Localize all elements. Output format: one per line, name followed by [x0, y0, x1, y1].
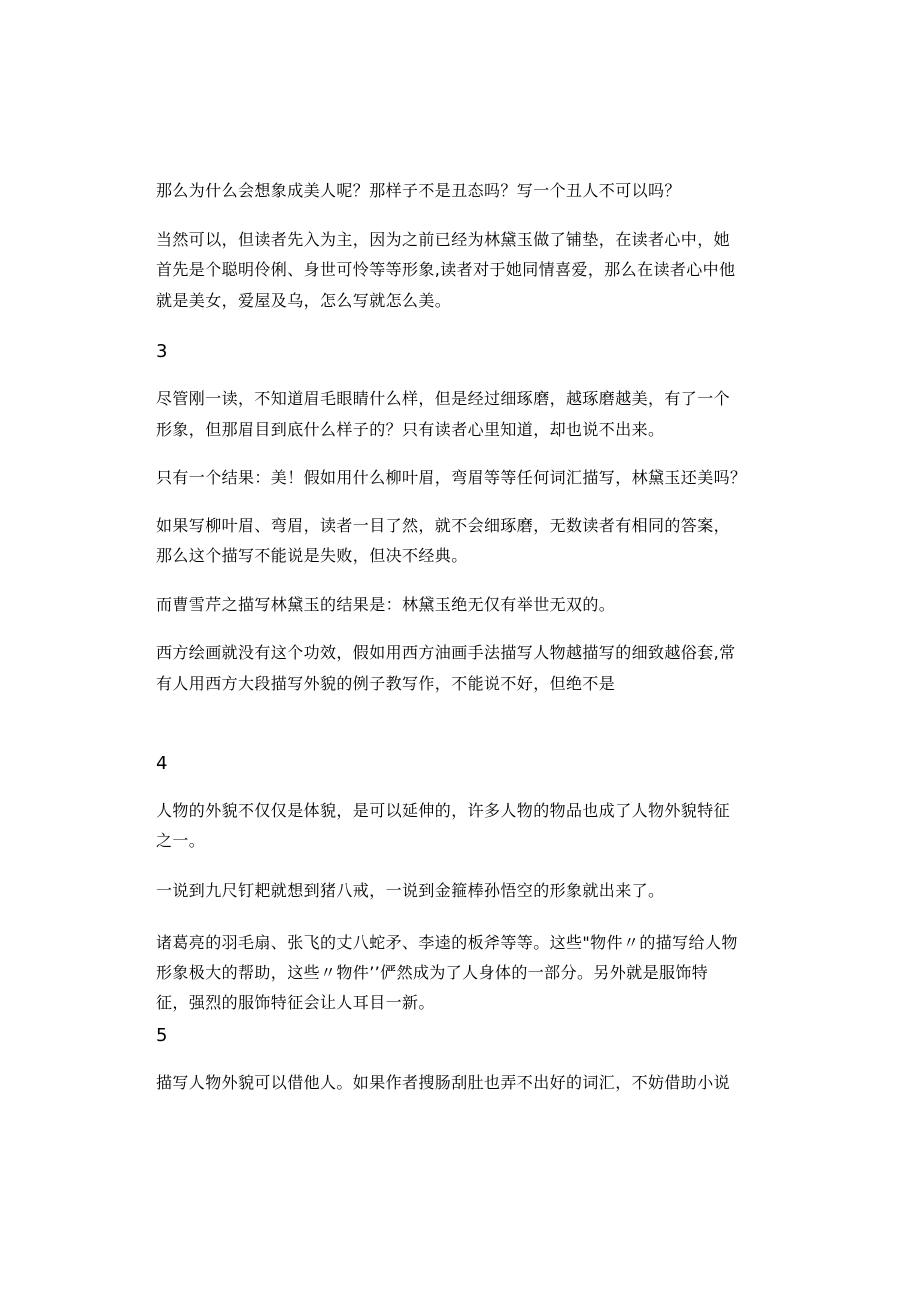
- paragraph-line: 形象极大的帮助，这些〃物件’’俨然成为了人身体的一部分。另外就是服饰特: [156, 963, 709, 982]
- paragraph-line: 当然可以，但读者先入为主，因为之前已经为林黛玉做了铺垫，在读者心中，她: [156, 230, 731, 249]
- section-number: 4: [156, 753, 168, 774]
- paragraph-line: 那么这个描写不能说是失败，但决不经典。: [156, 546, 468, 565]
- paragraph-line: 西方绘画就没有这个功效，假如用西方油画手法描写人物越描写的细致越俗套,常: [156, 643, 736, 662]
- section-number: 5: [156, 1025, 168, 1046]
- paragraph-line: 如果写柳叶眉、弯眉，读者一目了然，就不会细琢磨，无数读者有相同的答案，: [156, 516, 731, 535]
- paragraph-line: 就是美女，爱屋及乌，怎么写就怎么美。: [156, 291, 452, 310]
- paragraph-line: 而曹雪芹之描写林黛玉的结果是：林黛玉绝无仅有举世无双的。: [156, 595, 616, 614]
- paragraph-line: 只有一个结果：美！假如用什么柳叶眉，弯眉等等任何词汇描写，林黛玉还美吗？: [156, 468, 747, 487]
- paragraph-line: 征，强烈的服饰特征会让人耳目一新。: [156, 993, 435, 1012]
- paragraph-line: 那么为什么会想象成美人呢？那样子不是丑态吗？写一个丑人不可以吗？: [156, 181, 681, 200]
- paragraph-line: 描写人物外貌可以借他人。如果作者搜肠刮肚也弄不出好的词汇，不妨借助小说: [156, 1073, 731, 1092]
- section-number: 3: [156, 341, 168, 362]
- paragraph-line: 尽管刚一读，不知道眉毛眼睛什么样，但是经过细琢磨，越琢磨越美，有了一个: [156, 389, 731, 408]
- paragraph-line: 有人用西方大段描写外貌的例子教写作，不能说不好，但绝不是: [156, 674, 616, 693]
- paragraph-line: 形象，但那眉目到底什么样子的？只有读者心里知道，却也说不出来。: [156, 420, 665, 439]
- paragraph-line: 诸葛亮的羽毛扇、张飞的丈八蛇矛、李逵的板斧等等。这些"物件〃的描写给人物: [156, 933, 738, 952]
- paragraph-line: 之一。: [156, 831, 206, 850]
- paragraph-line: 一说到九尺钉耙就想到猪八戒，一说到金箍棒孙悟空的形象就出来了。: [156, 881, 665, 900]
- paragraph-line: 首先是个聪明伶俐、身世可怜等等形象,读者对于她同情喜爱，那么在读者心中他: [156, 260, 736, 279]
- paragraph-line: 人物的外貌不仅仅是体貌，是可以延伸的，许多人物的物品也成了人物外貌特征: [156, 801, 731, 820]
